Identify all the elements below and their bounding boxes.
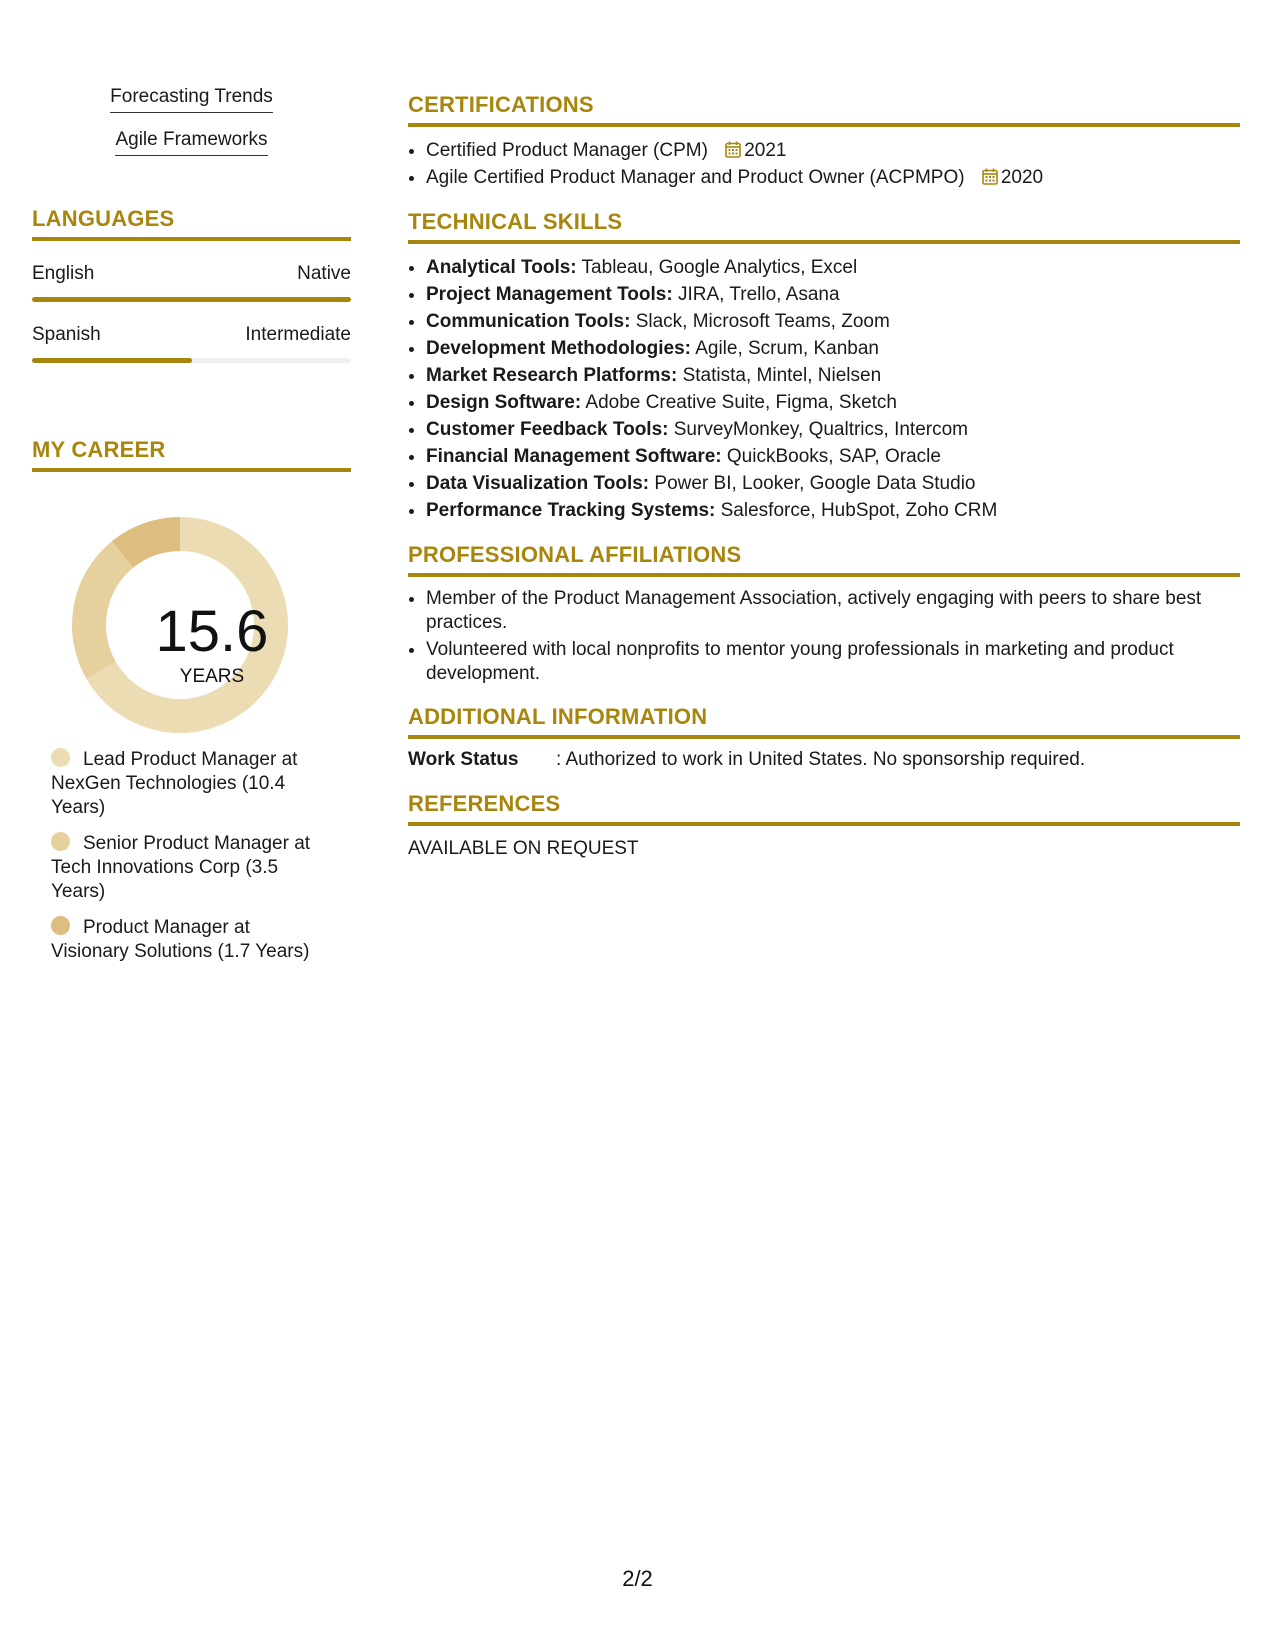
career-legend-label: Senior Product Manager at Tech Innovations Corp (3.5 Years) xyxy=(51,833,311,902)
skill-values: Slack, Microsoft Teams, Zoom xyxy=(630,311,890,332)
career-legend xyxy=(32,748,321,964)
languages-title: LANGUAGES xyxy=(32,206,351,241)
technical-skills-list xyxy=(408,254,1240,524)
skill-tag: Agile Frameworks xyxy=(115,127,267,156)
certification-year: 2020 xyxy=(1000,167,1044,188)
references-text: AVAILABLE ON REQUEST xyxy=(408,838,639,859)
left-column xyxy=(32,84,351,976)
language-item xyxy=(32,324,351,363)
technical-skill-item xyxy=(426,416,1240,443)
legend-dot-icon xyxy=(51,748,70,767)
skill-category: Project Management Tools: xyxy=(426,284,673,305)
skill-category: Data Visualization Tools: xyxy=(426,473,650,494)
skill-values: QuickBooks, SAP, Oracle xyxy=(721,446,941,467)
technical-skill-item xyxy=(426,389,1240,416)
skill-category: Customer Feedback Tools: xyxy=(426,419,669,440)
page-number: 2/2 xyxy=(622,1566,653,1591)
certification-name: Certified Product Manager (CPM) xyxy=(426,140,708,161)
work-status-row xyxy=(408,749,1240,771)
technical-skill-item xyxy=(426,470,1240,497)
language-proficiency-fill xyxy=(32,358,192,363)
skill-values: Statista, Mintel, Nielsen xyxy=(677,365,882,386)
language-proficiency-fill xyxy=(32,297,351,302)
skill-values: Power BI, Looker, Google Data Studio xyxy=(649,473,976,494)
skill-values: Salesforce, HubSpot, Zoho CRM xyxy=(715,500,998,521)
skill-values: JIRA, Trello, Asana xyxy=(672,284,840,305)
skill-category: Financial Management Software: xyxy=(426,446,722,467)
career-donut-chart xyxy=(32,492,351,742)
affiliations-list xyxy=(408,587,1240,686)
work-status-value: : Authorized to work in United States. No sponsorship required. xyxy=(556,749,1086,770)
technical-skill-item xyxy=(426,335,1240,362)
career-legend-label: Lead Product Manager at NexGen Technologies (10.4 Years) xyxy=(51,749,298,818)
language-item xyxy=(32,263,351,302)
technical-skill-item xyxy=(426,254,1240,281)
technical-skills-title: TECHNICAL SKILLS xyxy=(408,209,1240,244)
language-proficiency-bar xyxy=(32,297,351,302)
skill-category: Analytical Tools: xyxy=(426,257,577,278)
calendar-icon xyxy=(725,141,741,158)
certification-item xyxy=(426,137,1240,164)
skill-values: Agile, Scrum, Kanban xyxy=(690,338,879,359)
technical-skill-item xyxy=(426,308,1240,335)
additional-info-title: ADDITIONAL INFORMATION xyxy=(408,704,1240,739)
skill-category: Market Research Platforms: xyxy=(426,365,678,386)
language-name: English xyxy=(32,263,95,284)
technical-skill-item xyxy=(426,497,1240,524)
legend-dot-icon xyxy=(51,832,70,851)
skill-category: Performance Tracking Systems: xyxy=(426,500,716,521)
skill-values: SurveyMonkey, Qualtrics, Intercom xyxy=(668,419,969,440)
skill-category: Development Methodologies: xyxy=(426,338,691,359)
work-status-label: Work Status xyxy=(408,749,519,770)
technical-skill-item xyxy=(426,281,1240,308)
career-legend-item xyxy=(51,748,321,820)
calendar-icon xyxy=(982,168,998,185)
career-title: MY CAREER xyxy=(32,437,351,472)
career-total: 15.6 xyxy=(155,599,269,664)
right-column xyxy=(408,92,1240,860)
certifications-title: CERTIFICATIONS xyxy=(408,92,1240,127)
affiliations-title: PROFESSIONAL AFFILIATIONS xyxy=(408,542,1240,577)
skill-values: Tableau, Google Analytics, Excel xyxy=(576,257,858,278)
references-title: REFERENCES xyxy=(408,791,1240,826)
skill-values: Adobe Creative Suite, Figma, Sketch xyxy=(581,392,897,413)
career-legend-label: Product Manager at Visionary Solutions (1.7 Years) xyxy=(51,917,310,962)
certification-year: 2021 xyxy=(744,140,787,161)
language-level: Intermediate xyxy=(245,324,351,345)
affiliation-item: • Volunteered with local nonprofits to mentor young professionals in marketing and product development. xyxy=(426,638,1240,686)
certification-name: Agile Certified Product Manager and Product Owner (ACPMPO) xyxy=(426,167,965,188)
language-level: Native xyxy=(297,263,351,284)
language-proficiency-bar xyxy=(32,358,351,363)
technical-skill-item xyxy=(426,443,1240,470)
certifications-list xyxy=(408,137,1240,191)
language-name: Spanish xyxy=(32,324,101,345)
skill-category: Communication Tools: xyxy=(426,311,631,332)
certification-item xyxy=(426,164,1240,191)
skill-tag: Forecasting Trends xyxy=(110,84,273,113)
affiliation-item: • Member of the Product Management Association, actively engaging with peers to share best practices. xyxy=(426,587,1240,635)
career-legend-item xyxy=(51,832,321,904)
career-unit: YEARS xyxy=(179,666,245,687)
skill-category: Design Software: xyxy=(426,392,582,413)
career-legend-item xyxy=(51,916,321,964)
legend-dot-icon xyxy=(51,916,70,935)
technical-skill-item xyxy=(426,362,1240,389)
